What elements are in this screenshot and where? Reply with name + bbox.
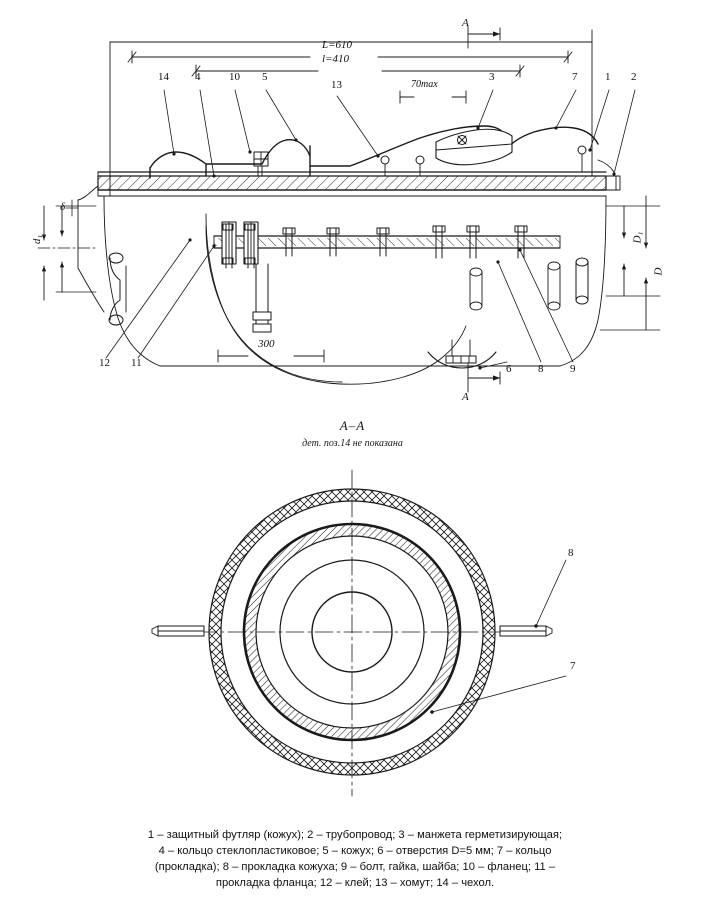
section-mark-top: A bbox=[462, 17, 469, 29]
callout-14: 14 bbox=[158, 71, 169, 83]
section-view-title bbox=[0, 418, 705, 449]
dim-label-l: l=410 bbox=[322, 53, 349, 65]
leader-dots-bottom bbox=[188, 238, 521, 369]
dim-label-d1: d₁ bbox=[31, 234, 44, 245]
callout-1: 1 bbox=[605, 71, 611, 83]
callout-5: 5 bbox=[262, 71, 268, 83]
callout-12: 12 bbox=[99, 357, 110, 369]
dim-300 bbox=[218, 350, 324, 362]
pipe-body-outline bbox=[78, 160, 620, 366]
callout-13: 13 bbox=[331, 79, 342, 91]
section-subtitle-text: дет. поз.14 не показана bbox=[302, 438, 403, 449]
callout-section-7: 7 bbox=[570, 660, 576, 672]
callout-8: 8 bbox=[538, 363, 544, 375]
section-arrow-a-top bbox=[468, 26, 500, 48]
section-mark-bottom: A bbox=[462, 391, 469, 403]
left-fittings bbox=[109, 253, 126, 325]
bottom-saddle bbox=[428, 340, 496, 368]
top-view-frame bbox=[110, 30, 592, 196]
section-bolt-left bbox=[152, 626, 204, 636]
leader-dots-top bbox=[172, 126, 615, 177]
cover-14-outline bbox=[150, 126, 598, 178]
callout-2: 2 bbox=[631, 71, 637, 83]
dim-label-D1: D₁ bbox=[631, 231, 644, 244]
right-fittings bbox=[470, 258, 588, 310]
mid-assembly bbox=[214, 222, 560, 332]
dim-label-delta: δ bbox=[60, 201, 66, 213]
dim-label-L: L=610 bbox=[322, 39, 353, 51]
dim-label-70max: 70max bbox=[411, 79, 438, 90]
dim-label-D: D bbox=[652, 267, 665, 276]
leader-lines-bottom bbox=[106, 240, 573, 368]
legend-line-2: 4 – кольцо стеклопластиковое; 5 – кожух; 6 – отверстия D=5 мм; 7 – кольцо bbox=[158, 844, 552, 857]
callout-3: 3 bbox=[489, 71, 495, 83]
legend-block bbox=[60, 828, 650, 892]
section-bolt-right bbox=[500, 626, 552, 636]
leader-lines-top bbox=[164, 90, 635, 176]
callout-9: 9 bbox=[570, 363, 576, 375]
dim-delta bbox=[66, 200, 78, 216]
clamp-13-band bbox=[436, 129, 512, 165]
callout-section-8: 8 bbox=[568, 547, 574, 559]
callout-6: 6 bbox=[506, 363, 512, 375]
legend-line-1: 1 – защитный футляр (кожух); 2 – трубопровод; 3 – манжета герметизирующая; bbox=[147, 829, 563, 841]
section-title-text: A–A bbox=[339, 418, 366, 433]
dim-label-300: 300 bbox=[258, 338, 275, 350]
callout-11: 11 bbox=[131, 357, 142, 369]
callout-4: 4 bbox=[195, 71, 201, 83]
dim-left-diameters bbox=[38, 206, 96, 300]
callout-10: 10 bbox=[229, 71, 240, 83]
legend-line-3: (прокладка); 8 – прокладка кожуха; 9 – болт, гайка, шайба; 10 – фланец; 11 – bbox=[154, 860, 556, 873]
callout-7: 7 bbox=[572, 71, 578, 83]
dim-right-diameters bbox=[600, 196, 660, 330]
section-aa bbox=[152, 470, 566, 796]
legend-line-4: прокладка фланца; 12 – клей; 13 – хомут; 14 – чехол. bbox=[215, 876, 495, 889]
